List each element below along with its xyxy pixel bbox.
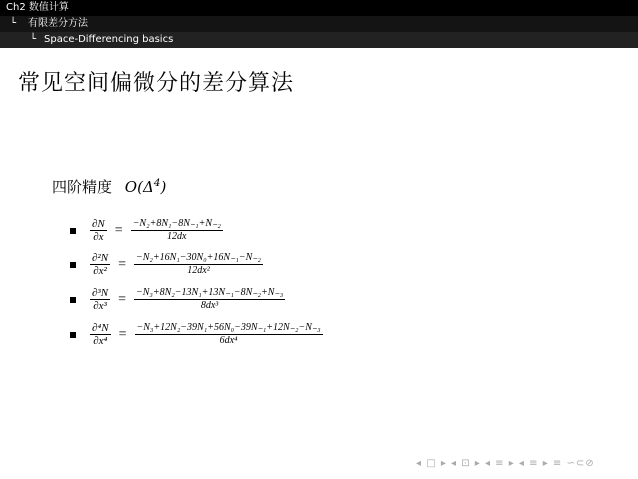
list-item [70,218,223,243]
bullet-icon [70,297,76,303]
page-title: 常见空间偏微分的差分算法 [18,71,295,96]
derivative-fraction: $\frac{\text{∂⁴N}}{\text{∂x⁴}}$ [92,322,109,347]
list-item [70,287,285,312]
equals-sign: = [118,256,126,272]
accuracy-label: 四阶精度 [52,178,113,196]
slide-navigation-controls[interactable]: ◂ □ ▸ ◂ ⊡ ▸ ◂ ≡ ▸ ◂ ≡ ▸ ≡ ∽⊂⊘ [416,458,595,469]
header-subsection-bar[interactable] [0,16,638,32]
stencil-fraction: $\frac{\text{−N₃+12N₂−39N₁+56N₀−39N₋₁+12N₋₂−N₋₃}}{\text{6dx⁴}}$ [136,322,321,346]
accuracy-heading [52,176,166,197]
order-notation: $O(\Delta^4)$ [124,177,167,196]
tree-branch-icon: └ [30,34,37,45]
equals-sign: = [114,222,123,238]
list-item [70,322,323,347]
equals-sign: = [118,291,126,307]
derivative-fraction: $\frac{\text{∂³N}}{\text{∂x³}}$ [92,287,109,312]
header-section-title[interactable]: Ch2 数值计算 [6,2,69,13]
header-section-bar[interactable] [0,0,638,16]
header-frame-title[interactable]: Space-Differencing basics [44,34,174,45]
derivative-fraction: $\frac{\text{∂²N}}{\text{∂x²}}$ [92,252,109,277]
list-item [70,252,263,277]
bullet-icon [70,262,76,268]
equals-sign: = [118,326,127,342]
derivative-fraction: $\frac{\partial N}{\partial x}$ [92,218,105,243]
stencil-fraction: $\frac{\text{−N₂+16N₁−30N₀+16N₋₁−N₋₂}}{\text{12dx²}}$ [135,252,262,276]
stencil-fraction: $\frac{\text{−N₂+8N₁−8N₋₁+N₋₂}}{12dx}$ [132,218,221,242]
header-frame-bar[interactable] [0,32,638,48]
bullet-icon [70,332,76,338]
stencil-fraction: $\frac{\text{−N₃+8N₂−13N₁+13N₋₁−8N₋₂+N₋₃}}{\text{8dx³}}$ [135,287,284,311]
tree-branch-icon: └ [10,18,17,29]
header-subsection-title[interactable]: 有限差分方法 [28,18,88,29]
bullet-icon [70,228,76,234]
